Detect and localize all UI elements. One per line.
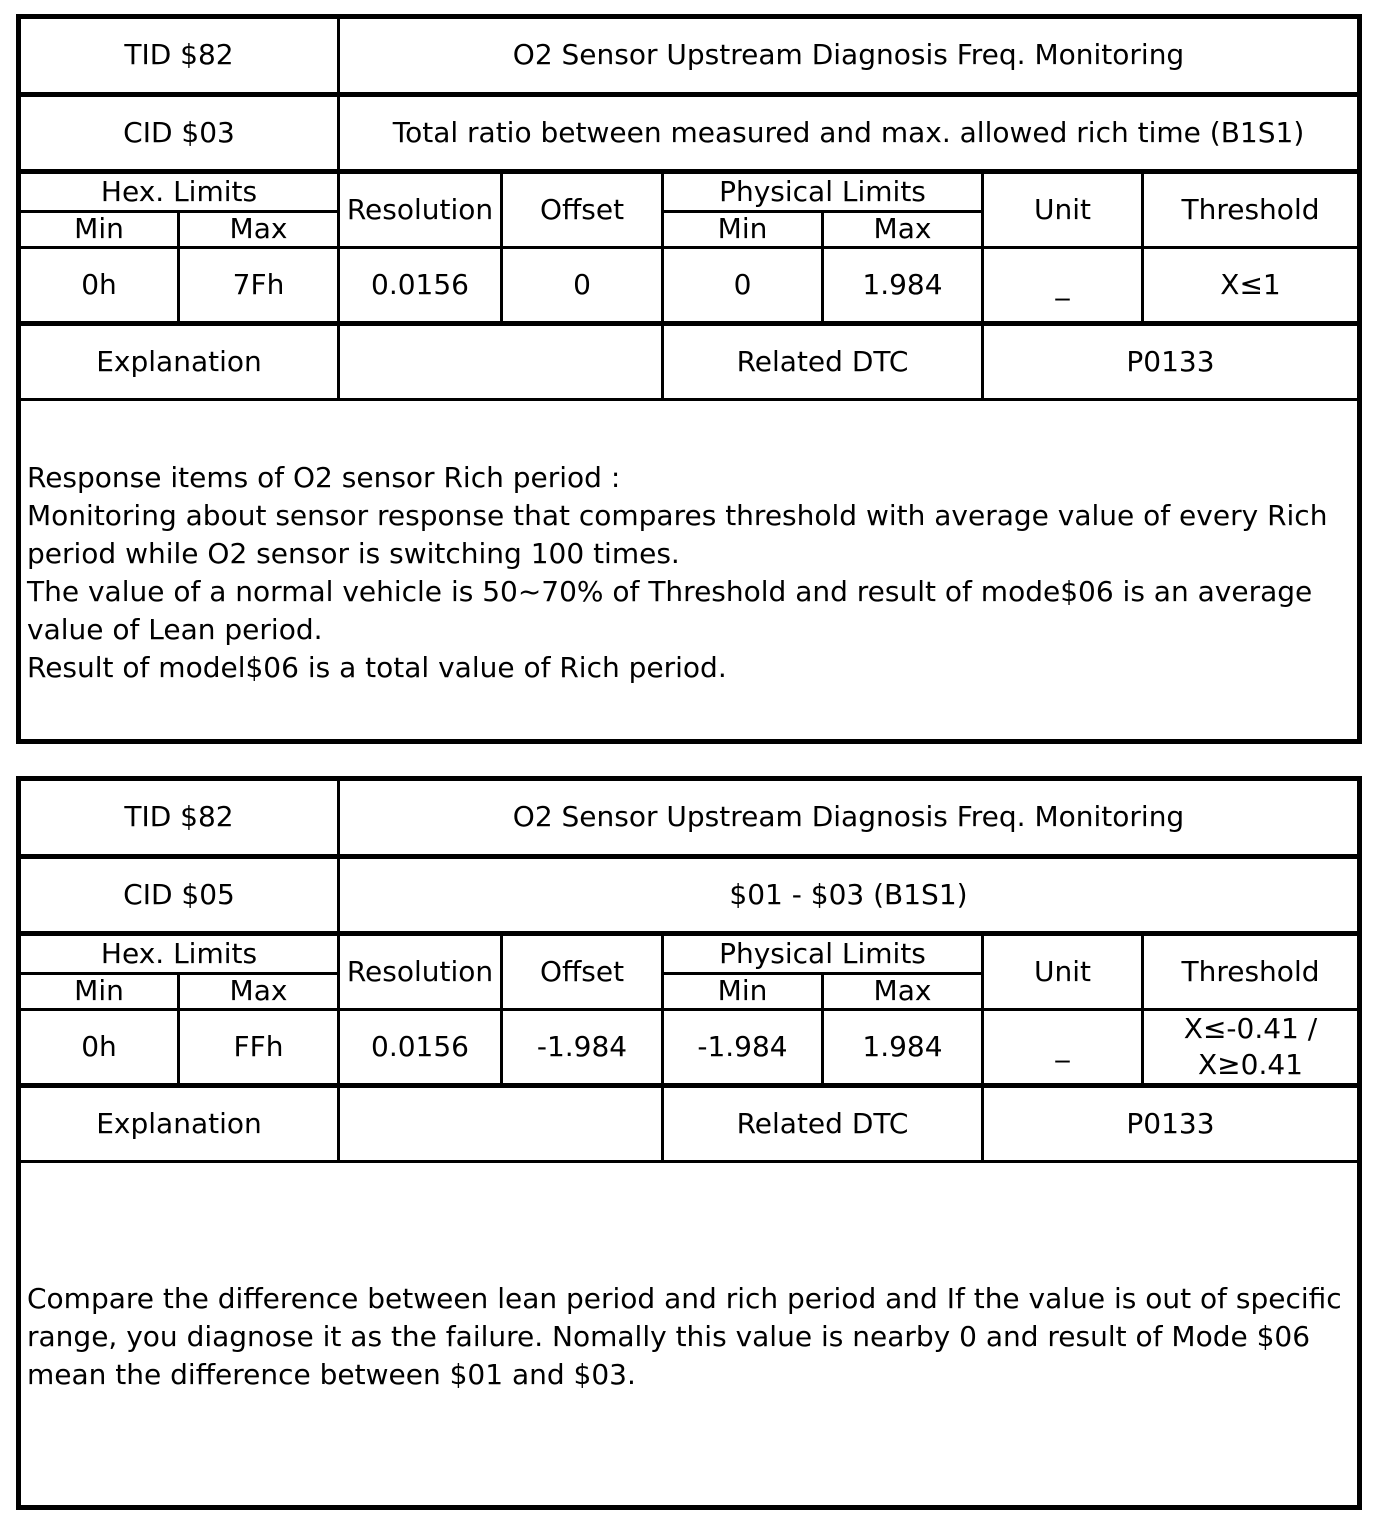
- explanation-line: Result of model$06 is a total value of Rich period.: [27, 651, 727, 684]
- explanation-label: Explanation: [96, 344, 262, 378]
- phys-min-value: 0: [733, 267, 752, 301]
- hex-max-header: Max: [229, 212, 288, 246]
- tid-description: O2 Sensor Upstream Diagnosis Freq. Monitoring: [512, 38, 1185, 72]
- resolution-value: 0.0156: [371, 1029, 469, 1063]
- phys-min-header: Min: [717, 974, 768, 1008]
- tid-description: O2 Sensor Upstream Diagnosis Freq. Monitoring: [512, 800, 1185, 834]
- threshold-value: X≤1: [1220, 267, 1281, 301]
- physical-limits-header: Physical Limits: [719, 936, 926, 970]
- explanation-line: Compare the difference between lean period and rich period and If the value is out of specific range, you diagnose it as the failure. Nomally this value is nearby 0 and result of Mode $06 mean the difference between $01 and $03.: [27, 1282, 1342, 1391]
- offset-header: Offset: [539, 954, 625, 988]
- resolution-header: Resolution: [346, 192, 494, 226]
- explanation-label: Explanation: [96, 1106, 262, 1140]
- hex-max-value: 7Fh: [232, 267, 285, 301]
- offset-value: -1.984: [536, 1029, 628, 1063]
- resolution-header: Resolution: [346, 954, 494, 988]
- tid-cell: TID $82: [124, 38, 234, 72]
- hex-limits-header: Hex. Limits: [100, 174, 258, 208]
- hex-min-value: 0h: [81, 1029, 117, 1063]
- offset-header: Offset: [539, 192, 625, 226]
- row-divider: [21, 398, 1357, 401]
- phys-max-value: 1.984: [862, 1029, 943, 1063]
- hex-max-value: FFh: [233, 1029, 284, 1063]
- explanation-line: Monitoring about sensor response that compares threshold with average value of every Rich period while O2 sensor is switching 100 times.: [27, 499, 1328, 570]
- unit-value: _: [1055, 1029, 1070, 1063]
- phys-max-header: Max: [873, 212, 932, 246]
- cid-cell: CID $03: [123, 115, 235, 149]
- hex-max-header: Max: [229, 974, 288, 1008]
- threshold-header: Threshold: [1181, 192, 1320, 226]
- explanation-line: The value of a normal vehicle is 50~70% of Threshold and result of mode$06 is an average value of Lean period.: [27, 575, 1313, 646]
- physical-limits-header: Physical Limits: [719, 174, 926, 208]
- explanation-text: [27, 459, 1347, 687]
- spec-table-cid-05: [16, 776, 1362, 1510]
- offset-value: 0: [573, 267, 591, 301]
- cid-description: $01 - $03 (B1S1): [729, 877, 968, 911]
- phys-min-header: Min: [717, 212, 768, 246]
- phys-max-value: 1.984: [862, 267, 943, 301]
- related-dtc-value: P0133: [1126, 1106, 1215, 1140]
- phys-max-header: Max: [873, 974, 932, 1008]
- threshold-header: Threshold: [1181, 954, 1320, 988]
- hex-limits-header: Hex. Limits: [100, 936, 258, 970]
- spec-table-cid-03: [16, 14, 1362, 744]
- related-dtc-value: P0133: [1126, 344, 1215, 378]
- unit-header: Unit: [1034, 954, 1091, 988]
- resolution-value: 0.0156: [371, 267, 469, 301]
- phys-min-value: -1.984: [697, 1029, 788, 1063]
- cid-cell: CID $05: [123, 877, 235, 911]
- row-divider: [21, 1160, 1357, 1163]
- explanation-text: [27, 1280, 1347, 1394]
- hex-min-value: 0h: [81, 267, 117, 301]
- hex-min-header: Min: [74, 974, 124, 1008]
- explanation-line: Response items of O2 sensor Rich period :: [27, 461, 621, 494]
- tid-cell: TID $82: [124, 800, 234, 834]
- hex-min-header: Min: [74, 212, 124, 246]
- threshold-value: X≤-0.41 / X≥0.41: [1183, 1012, 1318, 1081]
- unit-value: _: [1055, 267, 1070, 301]
- cid-description: Total ratio between measured and max. allowed rich time (B1S1): [392, 115, 1305, 149]
- related-dtc-label: Related DTC: [736, 344, 909, 378]
- related-dtc-label: Related DTC: [736, 1106, 909, 1140]
- unit-header: Unit: [1034, 192, 1091, 226]
